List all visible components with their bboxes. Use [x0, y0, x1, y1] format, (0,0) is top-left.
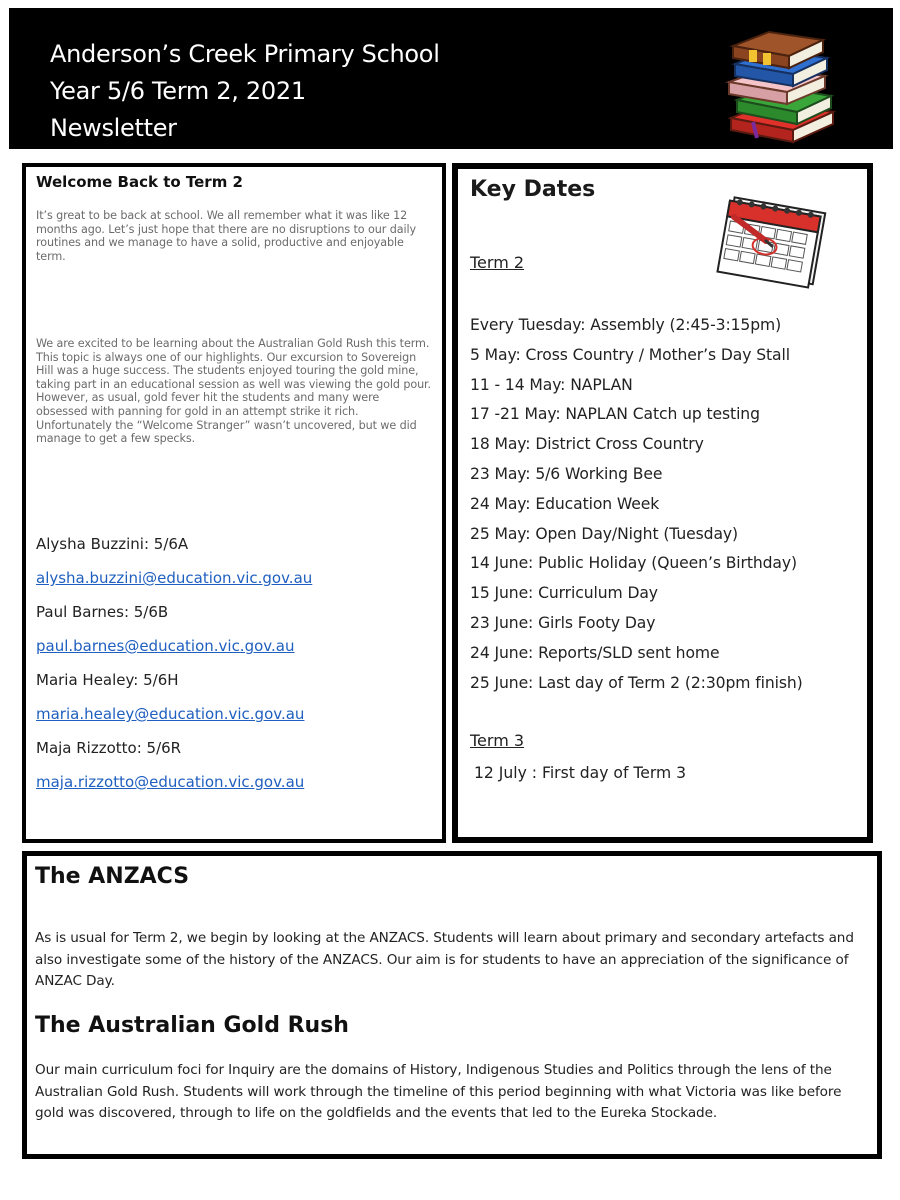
date-item: 18 May: District Cross Country [470, 435, 704, 454]
date-item: 14 June: Public Holiday (Queen’s Birthday) [470, 554, 797, 573]
date-item: 11 - 14 May: NAPLAN [470, 375, 633, 394]
term-year: Year 5/6 Term 2, 2021 [50, 77, 306, 105]
key-dates-section [452, 163, 873, 843]
contact-name: Maria Healey: 5/6H [36, 671, 179, 689]
date-item: 23 May: 5/6 Working Bee [470, 464, 663, 483]
school-name: Anderson’s Creek Primary School [50, 40, 440, 68]
anzacs-paragraph: As is usual for Term 2, we begin by looking at the ANZACS. Students will learn about primary and secondary artefacts and also investigate some of the history of the ANZACS. Our aim is for students to have an appreciation of the significance of ANZAC Day. [35, 930, 854, 989]
newsletter-label: Newsletter [50, 114, 177, 142]
calendar-icon [714, 189, 836, 289]
date-item: 24 June: Reports/SLD sent home [470, 643, 720, 662]
contact-name: Maja Rizzotto: 5/6R [36, 739, 182, 757]
curriculum-section [22, 851, 882, 1159]
term-2-dates-list [470, 311, 865, 698]
welcome-heading: Welcome Back to Term 2 [36, 173, 243, 191]
date-item: 25 May: Open Day/Night (Tuesday) [470, 524, 739, 543]
date-item: 23 June: Girls Footy Day [470, 613, 656, 632]
teacher-contacts [36, 527, 440, 799]
books-icon [723, 26, 839, 146]
contact-email-link[interactable]: maria.healey@education.vic.gov.au [36, 705, 305, 723]
date-item: 5 May: Cross Country / Mother’s Day Stall [470, 345, 790, 364]
anzacs-heading: The ANZACS [35, 864, 190, 889]
contact-name: Alysha Buzzini: 5/6A [36, 535, 189, 553]
newsletter-header [9, 8, 893, 149]
term-3-label: Term 3 [470, 731, 525, 750]
date-item: 15 June: Curriculum Day [470, 584, 658, 603]
date-item: 17 -21 May: NAPLAN Catch up testing [470, 405, 760, 424]
gold-rush-paragraph: Our main curriculum foci for Inquiry are the domains of History, Indigenous Studies and Politics through the lens of the Australian Gold Rush. Students will work through the timeline of this period beginning with what Victoria was like before gold was discovered, through to life on the goldfields and the events that led to the Eureka Stockade. [35, 1062, 842, 1121]
contact-email-link[interactable]: maja.rizzotto@education.vic.gov.au [36, 773, 305, 791]
contact-email-link[interactable]: alysha.buzzini@education.vic.gov.au [36, 569, 313, 587]
welcome-paragraph-2: We are excited to be learning about the Australian Gold Rush this term. This topic is always one of our highlights. Our excursion to Sovereign Hill was a huge success. The students enjoyed touring the gold mine, taking part in an educational session as well was viewing the gold pour. However, as usual, gold fever hit the students and many were obsessed with panning for gold in an attempt strike it rich. Unfortunately the “Welcome Stranger” wasn’t uncovered, but we did manage to get a few specks. [36, 337, 431, 446]
contact-name: Paul Barnes: 5/6B [36, 603, 169, 621]
date-item: 24 May: Education Week [470, 494, 660, 513]
term-2-label: Term 2 [470, 253, 525, 272]
welcome-section [22, 163, 446, 843]
date-item: 25 June: Last day of Term 2 (2:30pm finish) [470, 673, 803, 692]
contact-email-link[interactable]: paul.barnes@education.vic.gov.au [36, 637, 295, 655]
gold-rush-heading: The Australian Gold Rush [35, 1013, 349, 1038]
header-title [50, 36, 440, 147]
key-dates-heading: Key Dates [470, 177, 596, 202]
date-item: 12 July : First day of Term 3 [474, 764, 687, 782]
date-item: Every Tuesday: Assembly (2:45-3:15pm) [470, 316, 782, 334]
welcome-paragraph-1: It’s great to be back at school. We all remember what it was like 12 months ago. Let’s just hope that there are no disruptions to our daily routines and we manage to have a solid, productive and enjoyable term. [36, 209, 416, 263]
